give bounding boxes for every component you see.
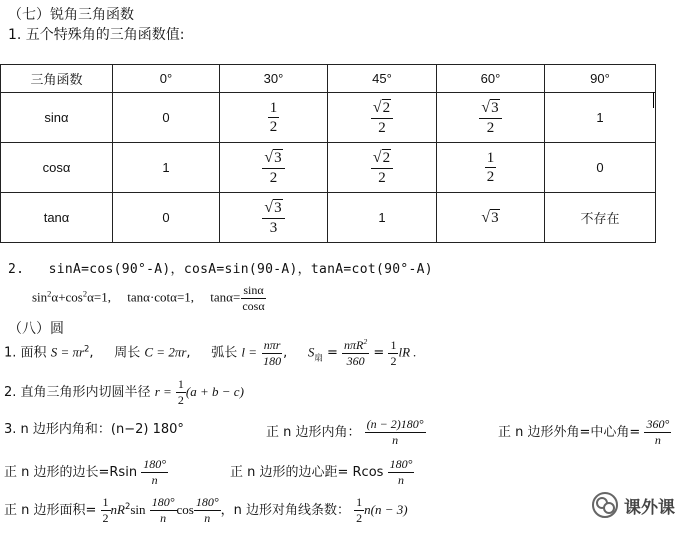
fraction: $\frac{180^\circ}{n}$ [143, 457, 167, 488]
fraction: $\frac{180^\circ}{n}$ [151, 495, 175, 526]
value-cell: 0 [113, 193, 220, 243]
table-row [1, 193, 656, 243]
function-name-cell: tanα [1, 193, 113, 243]
fraction: $\frac{n\pi R^2}{360}$ [344, 337, 368, 369]
section-7-title: （七）锐角三角函数 [8, 7, 134, 23]
value-cell [220, 193, 328, 243]
header-cell: 45° [328, 65, 437, 93]
sqrt-symbol: √3 [481, 208, 499, 226]
header-cell: 90° [545, 65, 656, 93]
sqrt-symbol: √3 [264, 199, 282, 216]
watermark-text: 课外课 [624, 497, 675, 518]
sqrt-symbol: √3 [264, 149, 282, 166]
item-2-line-2: $\sin^2\alpha+\cos^2\alpha=1$, tanα·cotα=1, tanα= $\frac{\sin\alpha}{\cos\alpha}$ [32, 283, 265, 314]
value-cell [437, 193, 545, 243]
text-cursor [653, 92, 654, 108]
fraction: $\frac{1}{2}$ [102, 495, 109, 526]
fraction: $\frac{1}{2}$ [356, 495, 363, 526]
fraction: $\frac{\sin\alpha}{\cos\alpha}$ [242, 283, 265, 314]
fraction: $\frac{180^\circ}{n}$ [389, 457, 413, 488]
sqrt-symbol: √2 [372, 149, 391, 166]
value-cell: 1 [328, 193, 437, 243]
table-header-row [1, 65, 656, 93]
fraction: $\frac{1}{2}$ [269, 99, 278, 135]
fraction: $\frac{√3}{3}$ [262, 199, 284, 236]
fraction: $\frac{√3}{2}$ [262, 149, 284, 186]
header-cell: 0° [113, 65, 220, 93]
sqrt-symbol: √2 [372, 99, 391, 116]
value-cell: 不存在 [545, 193, 656, 243]
section-8-title: （八）圆 [8, 321, 64, 337]
value-cell [437, 93, 545, 143]
fraction: $\frac{1}{2}$ [390, 337, 397, 368]
function-name-cell: cosα [1, 143, 113, 193]
table-row [1, 93, 656, 143]
header-cell: 30° [220, 65, 328, 93]
circle-formulas-line: 1. 面积 $S = \pi r^2$, 周长 C = 2πr, 弧长 l = $\frac{\text{nπr}}{180}$ , $S_扇$ = $\frac{n\pi R^2}{360}$ = $\frac{1}{2}$ lR . [4, 337, 417, 369]
value-cell: 1 [113, 143, 220, 193]
header-cell: 60° [437, 65, 545, 93]
incircle-radius-line: 2. 直角三角形内切圆半径 r = $\frac{1}{2}$ (a + b − c) [4, 377, 244, 408]
value-cell [328, 143, 437, 193]
table-row [1, 143, 656, 193]
value-cell [220, 93, 328, 143]
fraction: $\frac{(n - 2)180^\circ}{n}$ [366, 417, 424, 448]
fraction: $\frac{√2}{2}$ [371, 99, 393, 136]
fraction: $\frac{\text{nπr}}{180}$ [263, 337, 282, 368]
item-2-line-1: 2. sinA=cos(90°-A)，cosA=sin(90-A)，tanA=cot(90°-A) [8, 262, 433, 277]
value-cell: 0 [545, 143, 656, 193]
fraction: $\frac{180^\circ}{n}$ [195, 495, 219, 526]
trig-values-table [0, 64, 656, 243]
watermark [592, 492, 675, 518]
fraction: $\frac{√3}{2}$ [479, 99, 501, 136]
polygon-side-line: 正 n 边形的边长=Rsin $\frac{180^\circ}{n}$ 正 n 边形的边心距= Rcos $\frac{180^\circ}{n}$ [4, 457, 413, 488]
value-cell [220, 143, 328, 193]
item-1-heading: 1. 五个特殊角的三角函数值: [8, 27, 185, 43]
sqrt-symbol: √3 [481, 99, 499, 116]
wechat-logo-icon [592, 492, 618, 518]
fraction: $\frac{1}{2}$ [486, 149, 495, 185]
function-name-cell: sinα [1, 93, 113, 143]
fraction: $\frac{1}{2}$ [177, 377, 184, 408]
value-cell: 0 [113, 93, 220, 143]
polygon-angles-line: 3. n 边形内角和：(n−2) 180° 正 n 边形内角： $\frac{(n - 2)180^\circ}{n}$ 正 n 边形外角=中心角= $\frac{360^\circ}{n}$ [4, 417, 670, 448]
fraction: $\frac{√2}{2}$ [371, 149, 393, 186]
fraction: $\frac{360^\circ}{n}$ [646, 417, 670, 448]
polygon-area-line: 正 n 边形面积= $\frac{1}{2}$ $nR^2\sin$ $\frac{180^\circ}{n}$ cos $\frac{180^\circ}{n}$ ，n 边形对角线条数： $\frac{1}{2}$ n(n − 3) [4, 495, 408, 526]
value-cell: 1 [545, 93, 656, 143]
value-cell [328, 93, 437, 143]
value-cell [437, 143, 545, 193]
header-cell: 三角函数 [1, 65, 113, 93]
